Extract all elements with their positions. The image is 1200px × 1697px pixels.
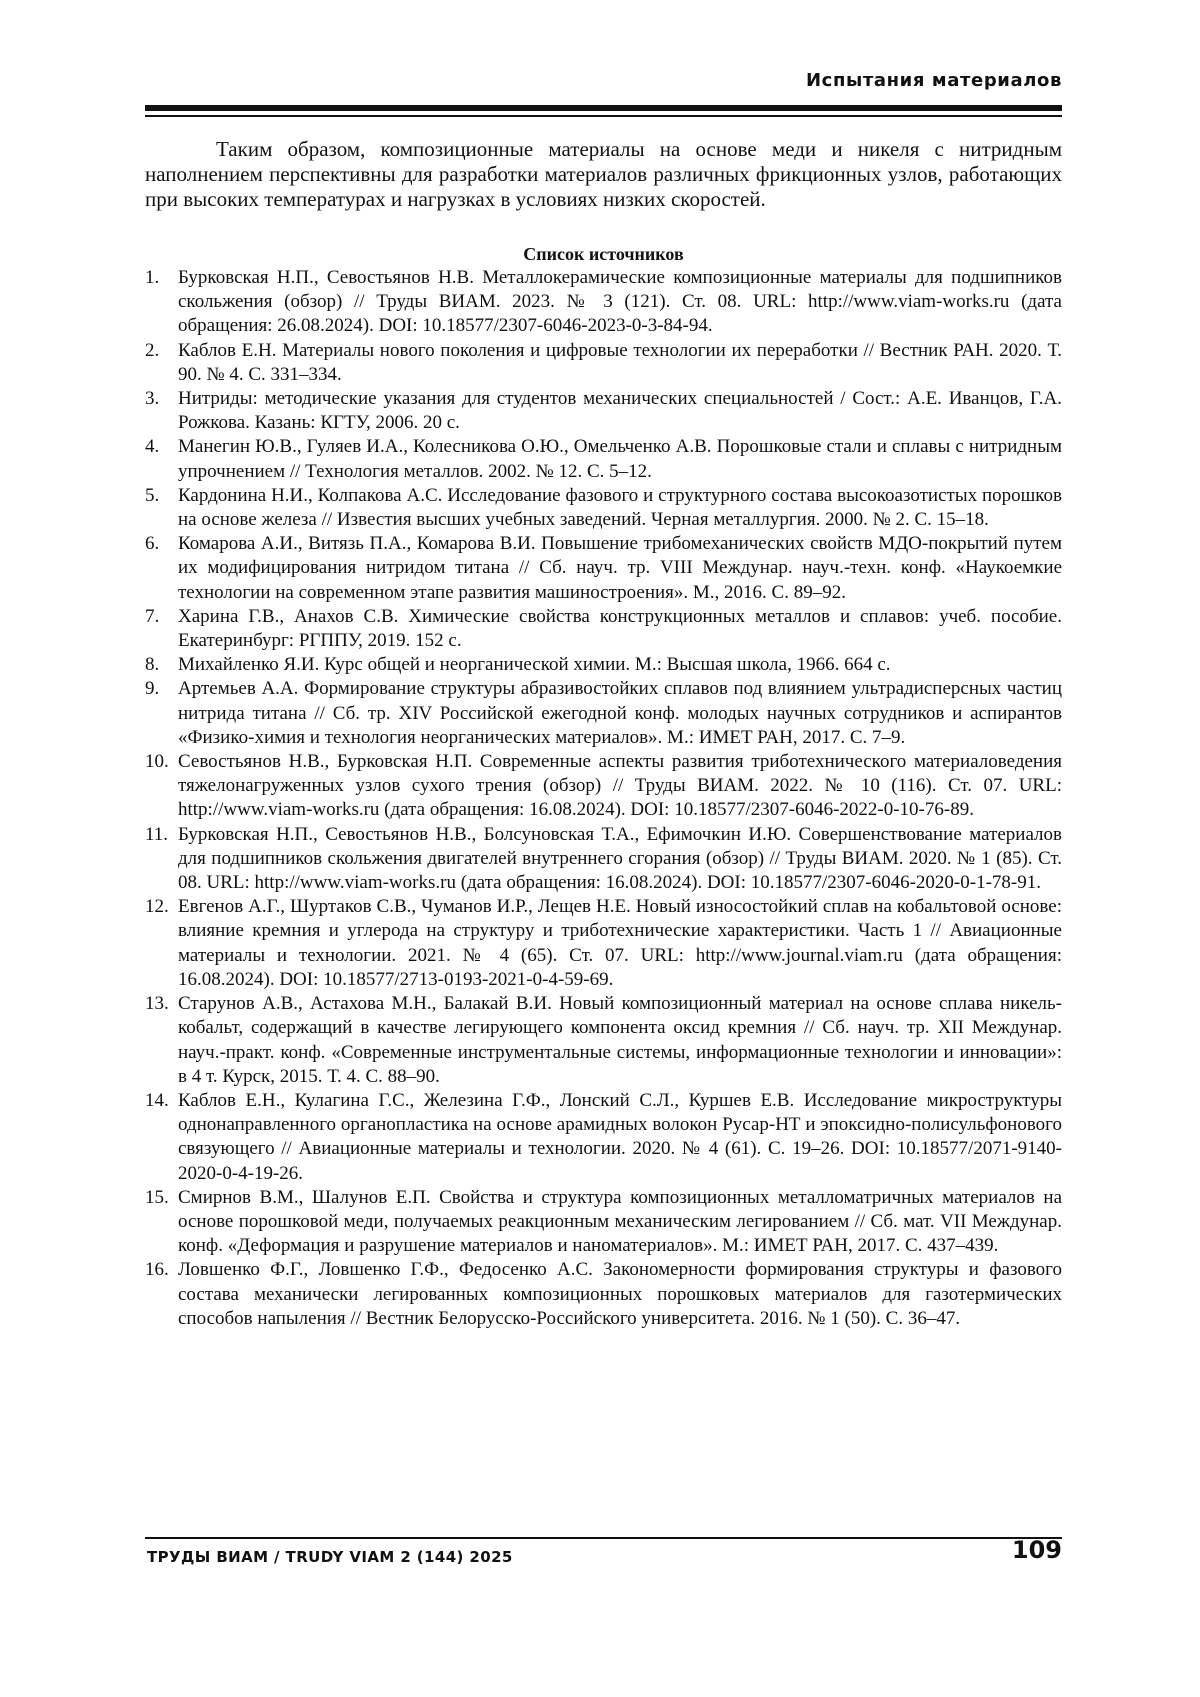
journal-name: ТРУДЫ ВИАМ / TRUDY VIAM 2 (144) 2025 — [147, 1548, 513, 1566]
reference-number: 1. — [145, 267, 160, 288]
reference-number: 8. — [145, 654, 160, 676]
reference-item — [145, 435, 1062, 483]
reference-text: Севостьянов Н.В., Бурковская Н.П. Современные аспекты развития триботехнического материаловедения тяжелонагруженных узлов сухого трения (обзор) // Труды ВИАМ. 2022. № 10 (116). Ст. 07. URL: http://www.viam-works.ru (дата обращения: 16.08.2024). DOI: 10.18577/2307-6046-2022-0-10-76-89. — [178, 751, 1062, 821]
reference-text: Манегин Ю.В., Гуляев И.А., Колесникова О.Ю., Омельченко А.В. Порошковые стали и сплавы с нитридным упрочнением // Технология металлов. 2002. № 12. С. 5–12. — [178, 436, 1062, 482]
page-number: 109 — [1011, 1536, 1062, 1564]
reference-item — [145, 677, 1062, 750]
reference-number: 3. — [145, 388, 160, 410]
reference-number: 9. — [145, 678, 160, 700]
reference-number: 13. — [145, 993, 169, 1015]
reference-number: 5. — [145, 484, 160, 506]
reference-number: 7. — [145, 605, 160, 627]
reference-number: 6. — [145, 533, 160, 555]
body-paragraph: Таким образом, композиционные материалы на основе меди и никеля с нитридным наполнением перспективны для разработки материалов различных фрикционных узлов, работающих при высоких температурах и нагрузках в условиях низких скоростей. — [145, 137, 1062, 211]
reference-text: Нитриды: методические указания для студентов механических специальностей / Сост.: А.Е. Иванцов, Г.А. Рожкова. Казань: КГТУ, 2006. 20 с. — [178, 388, 1062, 434]
reference-item — [145, 339, 1062, 387]
reference-text: Бурковская Н.П., Севостьянов Н.В., Болсуновская Т.А., Ефимочкин И.Ю. Совершенствование материалов для подшипников скольжения двигателей внутреннего сгорания (обзор) // Труды ВИАМ. 2020. № 1 (85). Ст. 08. URL: http://www.viam-works.ru (дата обращения: 16.08.2024). DOI: 10.18577/2307-6046-2020-0-1-78-91. — [178, 823, 1062, 894]
reference-item — [145, 1186, 1062, 1259]
running-title: Испытания материалов — [806, 70, 1062, 91]
reference-item — [145, 992, 1062, 1089]
reference-item — [145, 605, 1062, 653]
reference-number: 14. — [145, 1089, 169, 1111]
reference-text: Каблов Е.Н., Кулагина Г.С., Железина Г.Ф., Лонский С.Л., Куршев Е.В. Исследование микроструктуры однонаправленного органопластика на основе арамидных волокон Русар-НТ и эпоксидно-полисульфонового связующего // Авиационные материалы и технологии. 2020. № 4 (61). С. 19–26. DOI: 10.18577/2071-9140-2020-0-4-19-26. — [178, 1089, 1062, 1184]
reference-item — [145, 1258, 1062, 1331]
reference-text: Кардонина Н.И., Колпакова А.С. Исследование фазового и структурного состава высокоазотистых порошков на основе железа // Известия высших учебных заведений. Черная металлургия. 2000. № 2. С. 15–18. — [178, 484, 1062, 531]
reference-text: Артемьев А.А. Формирование структуры абразивостойких сплавов под влиянием ультрадисперсных частиц нитрида титана // Сб. тр. XIV Российской ежегодной конф. молодых научных сотрудников и аспирантов «Физико-химия и технология неорганических материалов». М.: ИМЕТ РАН, 2017. С. 7–9. — [178, 678, 1062, 748]
reference-item — [145, 387, 1062, 435]
reference-text: Комарова А.И., Витязь П.А., Комарова В.И. Повышение трибомеханических свойств МДО-покрытий путем их модифицирования нитридом титана // Сб. науч. тр. VIII Междунар. науч.-техн. конф. «Наукоемкие технологии на современном этапе развития машиностроения». М., 2016. С. 89–92. — [178, 533, 1062, 603]
reference-number: 16. — [145, 1259, 169, 1281]
reference-text: Бурковская Н.П., Севостьянов Н.В. Металлокерамические композиционные материалы для подшипников скольжения (обзор) // Труды ВИАМ. 2023. № 3 (121). Ст. 08. URL: http://www.viam-works.ru (дата обращения: 26.08.2024). DOI: 10.18577/2307-6046-2023-0-3-84-94. — [178, 267, 1062, 337]
reference-item — [145, 653, 1062, 677]
reference-number: 12. — [145, 896, 169, 918]
reference-text: Смирнов В.М., Шалунов Е.П. Свойства и структура композиционных металломатричных материалов на основе порошковой меди, получаемых реакционным механическим легированием // Сб. мат. VII Междунар. конф. «Деформация и разрушение материалов и наноматериалов». М.: ИМЕТ РАН, 2017. С. 437–439. — [178, 1186, 1062, 1257]
reference-text: Каблов Е.Н. Материалы нового поколения и цифровые технологии их переработки // Вестник РАН. 2020. Т. 90. № 4. С. 331–334. — [178, 339, 1062, 385]
reference-item — [145, 532, 1062, 605]
reference-number: 4. — [145, 436, 160, 458]
references-title: Список источников — [523, 244, 684, 264]
reference-item — [145, 484, 1062, 532]
reference-item — [145, 1089, 1062, 1186]
header-rule-thin — [145, 115, 1062, 117]
reference-text: Старунов А.В., Астахова М.Н., Балакай В.И. Новый композиционный материал на основе сплава никель-кобальт, содержащий в качестве легирующего компонента оксид кремния // Сб. науч. тр. XII Междунар. науч.-практ. конф. «Современные инструментальные системы, информационные технологии и инновации»: в 4 т. Курск, 2015. Т. 4. С. 88–90. — [178, 993, 1062, 1087]
footer-rule — [145, 1537, 1062, 1539]
references-list — [145, 266, 1062, 1331]
reference-item — [145, 895, 1062, 992]
reference-item — [145, 823, 1062, 896]
reference-text: Ловшенко Ф.Г., Ловшенко Г.Ф., Федосенко А.С. Закономерности формирования структуры и фазового состава механически легированных композиционных порошковых материалов для газотермических способов напыления // Вестник Белорусско-Российского университета. 2016. № 1 (50). С. 36–47. — [178, 1259, 1062, 1329]
reference-number: 15. — [145, 1186, 169, 1208]
reference-number: 2. — [145, 339, 160, 361]
reference-text: Евгенов А.Г., Шуртаков С.В., Чуманов И.Р., Лещев Н.Е. Новый износостойкий сплав на кобальтовой основе: влияние кремния и углерода на структуру и триботехнические характеристики. Часть 1 // Авиационные материалы и технологии. 2021. № 4 (65). Ст. 07. URL: http://www.journal.viam.ru (дата обращения: 16.08.2024). DOI: 10.18577/2713-0193-2021-0-4-59-69. — [178, 896, 1062, 990]
reference-item — [145, 266, 1062, 339]
header-rule-thick — [145, 105, 1062, 111]
reference-text: Михайленко Я.И. Курс общей и неорганической химии. М.: Высшая школа, 1966. 664 с. — [178, 654, 891, 676]
reference-number: 10. — [145, 751, 169, 773]
reference-number: 11. — [145, 823, 169, 845]
reference-text: Харина Г.В., Анахов С.В. Химические свойства конструкционных металлов и сплавов: учеб. пособие. Екатеринбург: РГППУ, 2019. 152 с. — [178, 605, 1062, 652]
reference-item — [145, 750, 1062, 823]
